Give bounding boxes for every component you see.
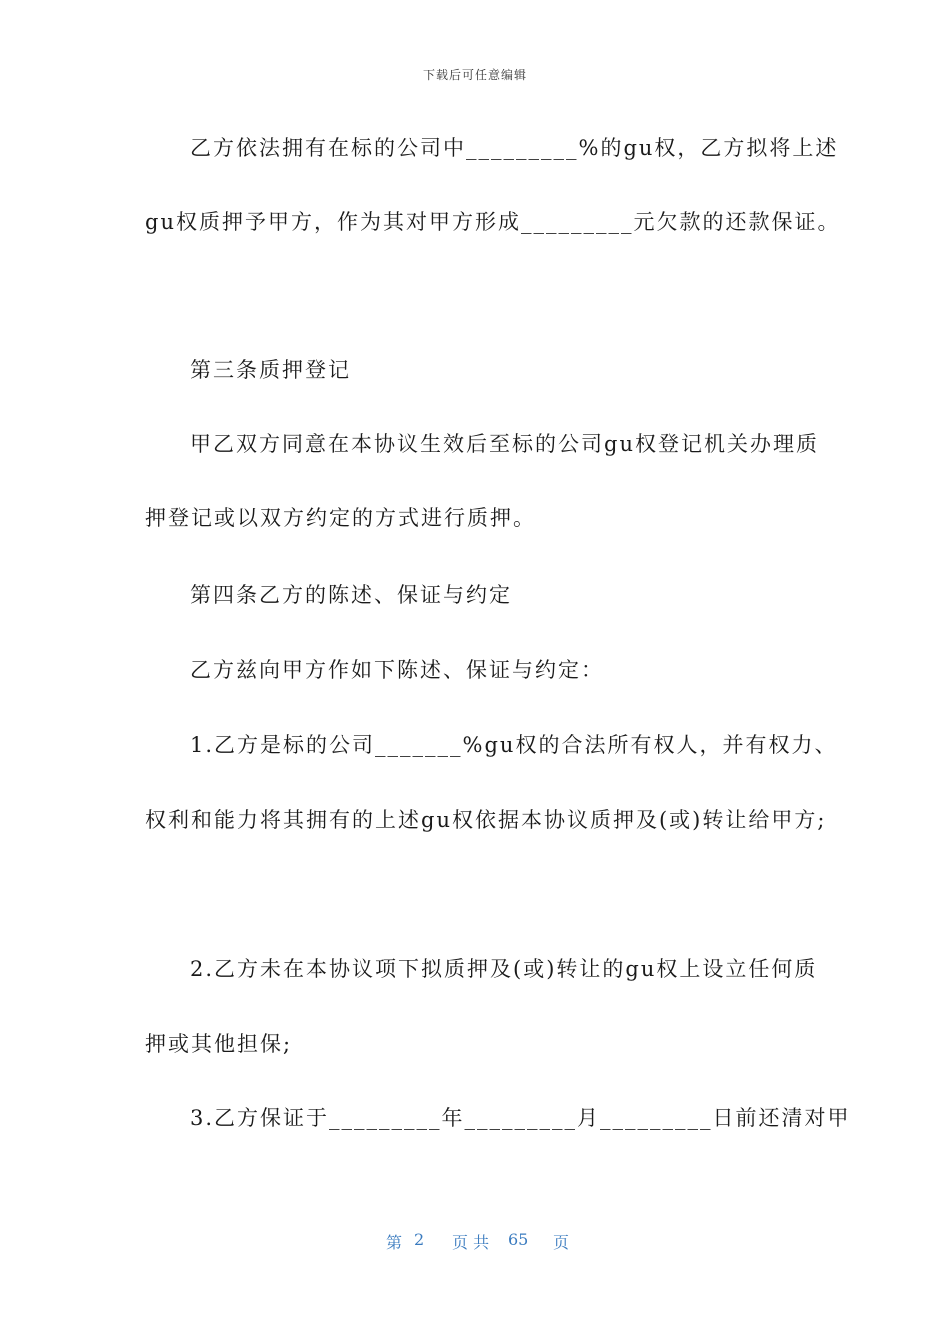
section-heading: 第三条质押登记 [190,358,351,382]
paragraph-line: 押登记或以双方约定的方式进行质押。 [145,506,536,530]
page-label-prefix: 第 [386,1233,403,1252]
paragraph-line: 押或其他担保; [145,1032,293,1056]
page-label-suffix: 页 [553,1233,570,1252]
paragraph-line: 权利和能力将其拥有的上述gu权依据本协议质押及(或)转让给甲方; [145,808,827,832]
page-label-mid: 页 共 [452,1233,490,1252]
header-note: 下载后可任意编辑 [422,68,527,82]
paragraph-line: 3.乙方保证于_________年_________月_________日前还清对甲 [190,1106,851,1130]
page-footer [0,1230,950,1344]
paragraph-line: 乙方依法拥有在标的公司中_________%的gu权，乙方拟将上述 [190,136,839,160]
paragraph-line: 2.乙方未在本协议项下拟质押及(或)转让的gu权上设立任何质 [190,957,818,981]
paragraph-line: gu权质押予甲方，作为其对甲方形成_________元欠款的还款保证。 [145,210,841,234]
paragraph-line: 1.乙方是标的公司_______%gu权的合法所有权人，并有权力、 [190,733,838,757]
page-total: 65 [508,1230,529,1249]
paragraph-line: 甲乙双方同意在本协议生效后至标的公司gu权登记机关办理质 [190,432,819,456]
paragraph-line: 乙方兹向甲方作如下陈述、保证与约定： [190,658,604,682]
section-heading: 第四条乙方的陈述、保证与约定 [190,583,512,607]
page-number: 2 [414,1230,425,1249]
